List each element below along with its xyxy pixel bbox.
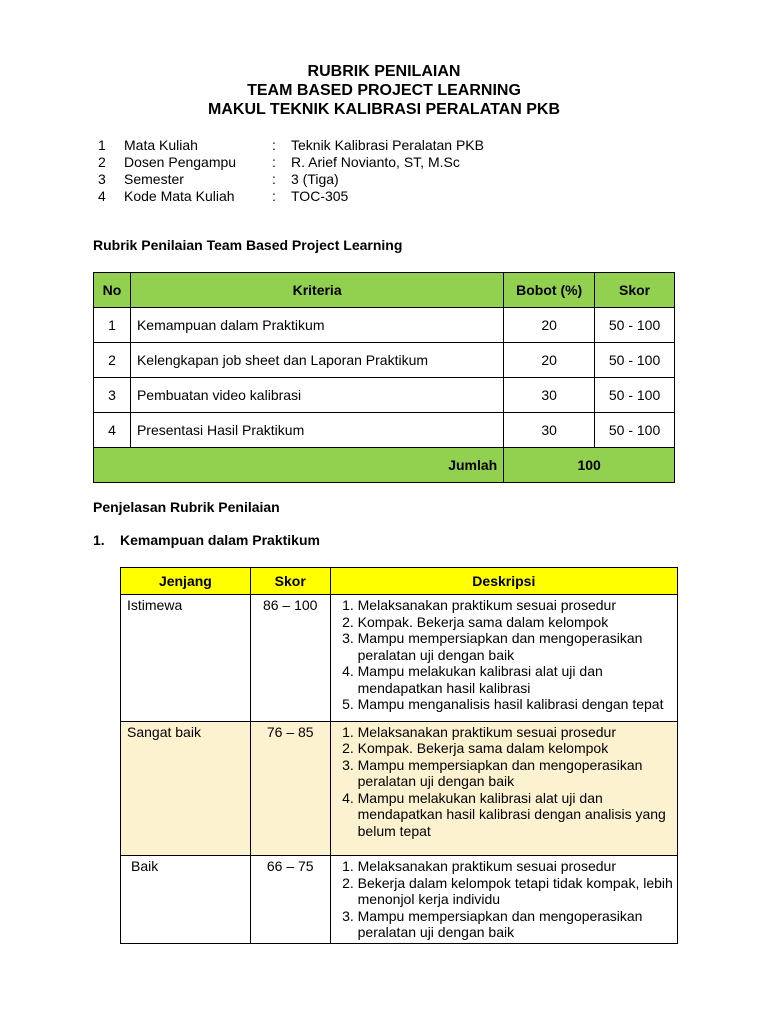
list-item: 5. Mampu menganalisis hasil kalibrasi dengan tepat [358, 696, 673, 713]
table-header-row [94, 273, 675, 308]
title-line-1: RUBRIK PENILAIAN [307, 63, 461, 80]
cell-kriteria: Kelengkapan job sheet dan Laporan Praktikum [130, 343, 503, 378]
cell-no: 3 [94, 378, 131, 413]
info-value: TOC-305 [291, 188, 349, 204]
rubric-summary-table [93, 272, 675, 483]
cell-skor: 50 - 100 [595, 308, 675, 343]
header-kriteria: Kriteria [130, 273, 503, 308]
header-jenjang: Jenjang [121, 568, 251, 595]
table-row [94, 378, 675, 413]
list-item: 2. Bekerja dalam kelompok tetapi tidak kompak, lebih menonjol kerja individu [358, 875, 673, 908]
list-item: 4. Mampu melakukan kalibrasi alat uji dan mendapatkan hasil kalibrasi dengan analisis yang belum tepat [358, 790, 673, 840]
cell-skor: 50 - 100 [595, 378, 675, 413]
table-row [94, 308, 675, 343]
header-skor: Skor [595, 273, 675, 308]
table-row [94, 413, 675, 448]
description-list [335, 724, 673, 840]
cell-no: 1 [94, 308, 131, 343]
description-list [335, 858, 673, 941]
list-item: 3. Mampu mempersiapkan dan mengoperasikan peralatan uji dengan baik [358, 908, 673, 941]
cell-bobot: 30 [504, 413, 595, 448]
info-number: 3 [98, 171, 106, 187]
list-item: 2. Kompak. Bekerja sama dalam kelompok [358, 614, 673, 631]
jumlah-total: 100 [504, 448, 675, 483]
cell-deskripsi [330, 721, 677, 856]
header-deskripsi: Deskripsi [330, 568, 677, 595]
document-title [0, 62, 768, 119]
info-value: 3 (Tiga) [291, 171, 339, 187]
cell-bobot: 20 [504, 308, 595, 343]
cell-kriteria: Presentasi Hasil Praktikum [130, 413, 503, 448]
subsection-heading [93, 532, 320, 548]
cell-skor: 50 - 100 [595, 413, 675, 448]
list-item: 4. Mampu melakukan kalibrasi alat uji dan mendapatkan hasil kalibrasi [358, 663, 673, 696]
header-no: No [94, 273, 131, 308]
cell-kriteria: Kemampuan dalam Praktikum [130, 308, 503, 343]
table-row [94, 343, 675, 378]
cell-deskripsi [330, 856, 677, 944]
list-item: 1. Melaksanakan praktikum sesuai prosedur [358, 724, 673, 741]
list-item: 1. Melaksanakan praktikum sesuai prosedur [358, 858, 673, 875]
table-row [121, 595, 678, 722]
cell-skor: 50 - 100 [595, 343, 675, 378]
cell-jenjang: Sangat baik [121, 721, 251, 856]
section-heading-penjelasan: Penjelasan Rubrik Penilaian [93, 499, 280, 515]
info-value: R. Arief Novianto, ST, M.Sc [291, 154, 460, 170]
list-item: 3. Mampu mempersiapkan dan mengoperasikan peralatan uji dengan baik [358, 757, 673, 790]
info-number: 2 [98, 154, 106, 170]
rubric-detail-table [120, 567, 678, 944]
info-separator: : [272, 137, 276, 153]
cell-jenjang: Istimewa [121, 595, 251, 722]
info-value: Teknik Kalibrasi Peralatan PKB [291, 137, 484, 153]
header-skor: Skor [250, 568, 330, 595]
info-separator: : [272, 171, 276, 187]
table-row [121, 721, 678, 856]
cell-bobot: 30 [504, 378, 595, 413]
title-line-2: TEAM BASED PROJECT LEARNING [247, 82, 521, 99]
info-number: 1 [98, 137, 106, 153]
subsection-title: Kemampuan dalam Praktikum [120, 532, 320, 548]
cell-no: 4 [94, 413, 131, 448]
header-bobot: Bobot (%) [504, 273, 595, 308]
cell-skor: 86 – 100 [250, 595, 330, 722]
table-header-row [121, 568, 678, 595]
jumlah-label: Jumlah [94, 448, 504, 483]
cell-jenjang: Baik [121, 856, 251, 944]
cell-deskripsi [330, 595, 677, 722]
cell-bobot: 20 [504, 343, 595, 378]
info-separator: : [272, 154, 276, 170]
list-item: 1. Melaksanakan praktikum sesuai prosedur [358, 597, 673, 614]
title-line-3: MAKUL TEKNIK KALIBRASI PERALATAN PKB [208, 101, 560, 118]
section-heading-rubrik: Rubrik Penilaian Team Based Project Learning [93, 237, 403, 253]
subsection-number: 1. [93, 532, 105, 548]
cell-no: 2 [94, 343, 131, 378]
info-separator: : [272, 188, 276, 204]
cell-kriteria: Pembuatan video kalibrasi [130, 378, 503, 413]
list-item: 2. Kompak. Bekerja sama dalam kelompok [358, 740, 673, 757]
list-item: 3. Mampu mempersiapkan dan mengoperasikan peralatan uji dengan baik [358, 630, 673, 663]
info-label: Kode Mata Kuliah [124, 188, 235, 204]
cell-skor: 76 – 85 [250, 721, 330, 856]
table-footer-row [94, 448, 675, 483]
description-list [335, 597, 673, 713]
cell-skor: 66 – 75 [250, 856, 330, 944]
table-row [121, 856, 678, 944]
info-label: Semester [124, 171, 184, 187]
info-number: 4 [98, 188, 106, 204]
info-label: Dosen Pengampu [124, 154, 237, 170]
info-label: Mata Kuliah [124, 137, 198, 153]
